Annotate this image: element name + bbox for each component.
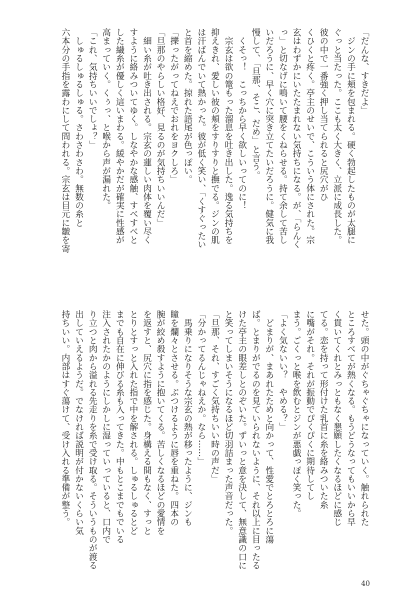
text-line: までも自在に伸びる糸も入ってきた。中もとこまでもでいる xyxy=(114,310,125,544)
text-line: すように絡みついてゆく。しなやかな感触、すべすべと xyxy=(127,28,138,245)
text-line: とりとすっと入れた指で中を解される。しゅるしゅるとど xyxy=(127,310,138,535)
text-line: 細い糸が吐き出される。宗玄の蓮しい肉体を覆い尽く xyxy=(141,28,152,245)
text-line: くそっ！ こっちから早く欲しいってのに！ xyxy=(236,28,247,210)
text-line: 抑えきれ、愛しい彼の頬をすりすりと撫でる。ジンの肌 xyxy=(209,28,220,245)
text-line: 注入されたかのようにしかしに湿っていっていると、口内で xyxy=(100,310,111,544)
text-line: 「よく気ないい？ やめる？」 xyxy=(277,310,288,432)
text-line: てる。恋を持って形付けた乳首に糸を絡みついた糸 xyxy=(318,310,329,509)
text-line: いだろうに、早く穴に突き立てたいだろうに。健気に我 xyxy=(263,28,274,245)
text-line: 彼の中で一番強く押し当てられると尻穴がひ xyxy=(318,28,329,201)
text-line: 「旦那、それ、すごく気持ちいい時の声だ」 xyxy=(209,310,220,483)
text-line: 馬乗りになりそうな宗玄の熱が移ったように、ジンも xyxy=(182,310,193,527)
text-line: 持ちいい。内部はすぐ蕩けて、受け入れる準備が整う。 xyxy=(59,310,70,527)
text-line: ジンの手に頬を包まれる。硬く勃起したものが太腿に xyxy=(345,28,356,245)
text-line: く貫いてくれとみっともなく懇願したくなるほどに感じ xyxy=(331,310,342,527)
text-line: 「これ、気持ちいいでしょ？」 xyxy=(87,28,98,150)
text-line: けた亭主の眼差しとのぞいた。ずいっと意を決して、無意識の口に xyxy=(236,310,247,570)
text-line: 玄はわずかにいたたまれない気持ちになる。が、「らんく xyxy=(291,28,302,249)
text-line: 六本分の手指を露わにして問われる。宗玄は目元に皺を寄 xyxy=(59,28,70,253)
text-line: ば。とまりがでるのを見ていられないように、それ以上に目ったる xyxy=(250,310,261,570)
text-line: 腕が絞め殺すように抱いてくる。苦しくなるほどの愛情を xyxy=(155,310,166,535)
text-line: 宗玄は欲の篭もった溜息を吐き出した。逸る気持ちを xyxy=(223,28,234,245)
text-line: くひくと疼く。亭主のせいで、こういう体にされた。宗 xyxy=(304,28,315,245)
text-line: した繊糸が優しく這いまわる。緩やかだが確実に性感が xyxy=(114,28,125,245)
text-line: っ」と切なげに鳴いて腰をくねらせる。持て余して苦し xyxy=(277,28,288,245)
text-line: しゅるしゅるしゅる。さわさわさわ。無数の糸と xyxy=(73,28,84,227)
text-line: に嘴がそれ。それが振動でぴくぴくに期待してし xyxy=(304,310,315,501)
text-line: は汗ばんでいて熱かった。彼が低く笑い、「くすぐったい xyxy=(195,28,206,249)
text-line: せた。頭の中がぐちゃぐちゃになっていく。触れられた xyxy=(359,310,369,527)
text-line: 「旦那のやらしい格好、見るのが気持ちいいんだ」 xyxy=(155,28,166,227)
text-line: どまりが、まあれたためと向かって、性愛でとろとろに蕩 xyxy=(263,310,274,544)
text-line: 高まっていく。くぅっ、と喉から声が漏れた。 xyxy=(100,28,111,210)
text-line: と首を縮めた。掠れた語尾が色っぽい。 xyxy=(182,28,193,184)
text-line: 出していえるようだ。でなければ説明が付かないくらい気 xyxy=(73,310,84,535)
lower-text-block xyxy=(26,310,370,572)
page-number: 40 xyxy=(361,580,370,588)
text-line: ぐっと当たった。ここも太く大きく、立派に成長した。 xyxy=(331,28,342,245)
text-line: と笑ってしまいそうになるほど切羽詰まった声音だった。 xyxy=(223,310,234,535)
text-line: 慢して、「旦那、そこ、だめ」と言う。 xyxy=(250,28,261,180)
upper-text-block xyxy=(26,28,370,290)
text-line: を返すと、尻穴に指を感じた。身構える間もなく、すっと xyxy=(141,310,152,535)
text-line: ところすべてが熱くなる。もうどうなってもいいから早 xyxy=(345,310,356,527)
text-line: まう。ごくっと喉を飲むとジンが悪戯っぽく笑った。 xyxy=(291,310,302,518)
text-line: 「擽ったがってねえでおれをヨクしろ」 xyxy=(168,28,179,184)
text-line: 「だんな、すきだよ」 xyxy=(359,28,369,115)
text-line: 「分かってるんじゃねえか。なら……」 xyxy=(195,310,206,466)
text-line: り立つと肉から溢れる先走りを糸で受け取る。そういうものが渡る xyxy=(87,310,98,570)
text-line: 瞳を爛々とさせる。ぶつけるように唇を重ねた。四本の xyxy=(168,310,179,527)
